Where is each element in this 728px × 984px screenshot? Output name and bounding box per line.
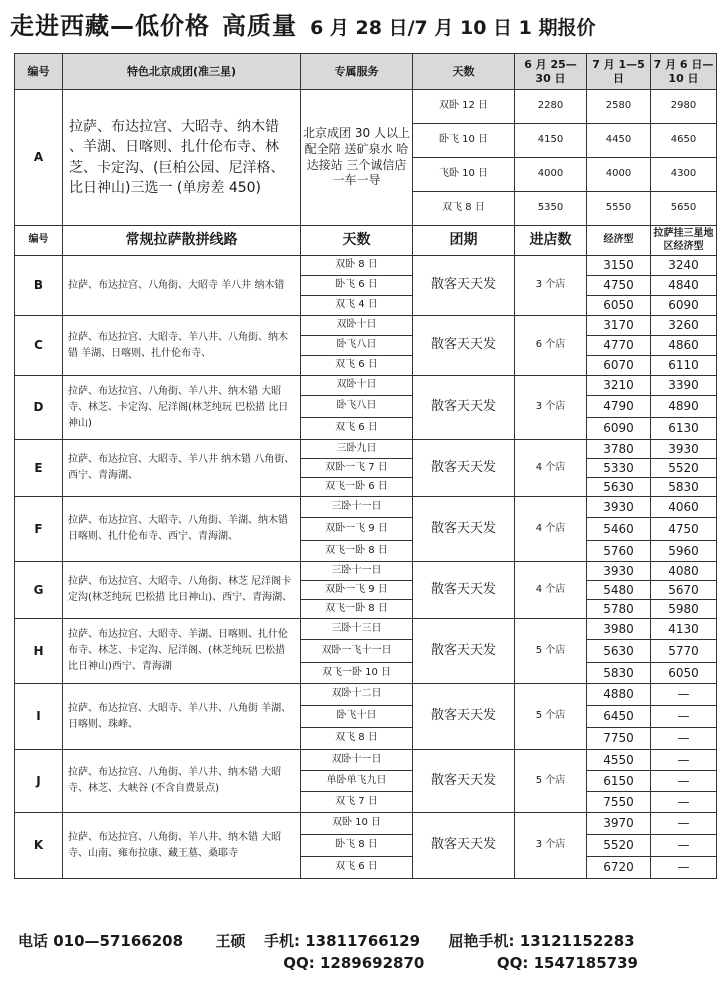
price-economy-3star: 6050 [651,663,717,684]
route-description: 拉萨、布达拉宫、大昭寺、羊湖、日喀则、扎什伦布寺、林芝、卡定沟、尼洋阁、(林芝纯玩 巴松措 比日神山)西宁、青海湖 [63,619,301,684]
header2-id: 编号 [15,226,63,256]
days-cell: 双卧一飞 9 日 [301,518,413,541]
price-economy-3star: — [651,728,717,750]
price-cell: 4000 [587,158,651,192]
table-row [15,619,717,640]
days-cell: 双飞一卧 10 日 [301,663,413,684]
days-cell: 双卧一飞十一日 [301,640,413,663]
price-economy-3star: 5770 [651,640,717,663]
route-description: 拉萨、布达拉宫、大昭寺、八角街、羊湖、纳木错 日喀则、扎什伦布寺、西宁、青海湖、 [63,497,301,562]
header2-group: 团期 [413,226,515,256]
table-row [15,256,717,276]
qq-label-1: QQ: [283,954,315,972]
price-economy-3star: 6110 [651,356,717,376]
days-cell: 卧飞 8 日 [301,835,413,857]
route-id: H [15,619,63,684]
mobile-label: 手机: [264,932,301,950]
contact-name-1: 王硕 [215,932,246,950]
price-cell: 4000 [515,158,587,192]
days-cell: 单卧单飞九日 [301,771,413,792]
price-cell: 2580 [587,90,651,124]
route-id: K [15,813,63,879]
store-count: 5 个店 [515,619,587,684]
price-economy: 4550 [587,750,651,771]
price-economy: 5520 [587,835,651,857]
route-id: G [15,562,63,619]
price-economy: 6050 [587,296,651,316]
days-cell: 双飞 6 日 [301,418,413,440]
days-cell: 双卧十二日 [301,684,413,706]
price-economy: 6450 [587,706,651,728]
price-economy: 3930 [587,562,651,581]
days-cell: 双卧十一日 [301,750,413,771]
store-count: 4 个店 [515,440,587,497]
mobile-number-2: 13121152283 [519,932,635,950]
price-economy: 6070 [587,356,651,376]
route-description: 拉萨、布达拉宫、大昭寺、羊八井、八角街 羊湖、日喀则、珠峰、 [63,684,301,750]
group-schedule: 散客天天发 [413,376,515,440]
group-schedule: 散客天天发 [413,440,515,497]
price-economy-3star: — [651,813,717,835]
group-schedule: 散客天天发 [413,497,515,562]
store-count: 4 个店 [515,497,587,562]
table-row [15,684,717,706]
price-economy: 5330 [587,459,651,478]
price-cell: 2980 [651,90,717,124]
route-description: 拉萨、布达拉宫、大昭寺、羊八井 纳木错 八角街、西宁、青海湖、 [63,440,301,497]
group-schedule: 散客天天发 [413,813,515,879]
days-cell: 双飞 8 日 [413,192,515,226]
price-economy-3star: 3390 [651,376,717,396]
days-cell: 双飞 6 日 [301,356,413,376]
price-economy-3star: 5830 [651,478,717,497]
group-schedule: 散客天天发 [413,562,515,619]
header2-days: 天数 [301,226,413,256]
table-row [15,376,717,396]
price-economy-3star: 4750 [651,518,717,541]
price-economy: 7750 [587,728,651,750]
route-description: 拉萨、布达拉宫、大昭寺、八角街、林芝 尼洋阁卡定沟(林芝纯玩 巴松措 比日神山)、西宁、青海湖、 [63,562,301,619]
days-cell: 双飞一卧 6 日 [301,478,413,497]
price-economy: 7550 [587,792,651,813]
price-economy: 5480 [587,581,651,600]
contact-name-2: 屈艳手机: [448,932,515,950]
days-cell: 卧飞八日 [301,336,413,356]
route-description: 拉萨、布达拉宫、大昭寺、羊八井、八角街、纳木错 羊湖、日喀则、扎什伦布寺、 [63,316,301,376]
group-schedule: 散客天天发 [413,619,515,684]
price-economy-3star: 4060 [651,497,717,518]
route-id: I [15,684,63,750]
price-economy-3star: 3260 [651,316,717,336]
price-economy-3star: 5520 [651,459,717,478]
price-cell: 4650 [651,124,717,158]
store-count: 5 个店 [515,750,587,813]
route-description: 拉萨、布达拉宫、八角街、大昭寺 羊八井 纳木错 [63,256,301,316]
price-economy: 3150 [587,256,651,276]
price-economy: 3170 [587,316,651,336]
header-route: 特色北京成团(准三星) [63,54,301,90]
price-economy-3star: 5960 [651,541,717,562]
price-economy: 3980 [587,619,651,640]
days-cell: 双飞一卧 8 日 [301,600,413,619]
title-sub: 高质量 [222,12,297,40]
days-cell: 双卧 10 日 [301,813,413,835]
route-description: 拉萨、布达拉宫、大昭寺、纳木错 、羊湖、日喀则、扎什伦布寺、林芝、卡定沟、(巨柏公园、尼洋格、比日神山)三选一 (单房差 450) [63,90,301,226]
price-economy-3star: 5670 [651,581,717,600]
price-economy-3star: — [651,706,717,728]
price-economy-3star: 4080 [651,562,717,581]
price-economy-3star: — [651,771,717,792]
route-description: 拉萨、布达拉宫、八角街、羊八井、纳木错 大昭寺、山南、雍布拉康、藏王墓、桑耶寺 [63,813,301,879]
header-period-1: 6 月 25—30 日 [515,54,587,90]
header-row-featured [15,54,717,90]
price-economy: 5630 [587,640,651,663]
header2-stores: 进店数 [515,226,587,256]
days-cell: 卧飞 10 日 [413,124,515,158]
table-row [15,562,717,581]
group-schedule: 散客天天发 [413,316,515,376]
title-main: 走进西藏—低价格 [10,12,210,40]
price-economy: 5780 [587,600,651,619]
phone-number: 010—57166208 [53,932,184,950]
group-schedule: 散客天天发 [413,750,515,813]
price-cell: 4150 [515,124,587,158]
table-row [15,440,717,459]
header-row-regular [15,226,717,256]
table-row [15,316,717,336]
header-days: 天数 [413,54,515,90]
price-cell: 4300 [651,158,717,192]
price-economy-3star: — [651,857,717,879]
table-row [15,750,717,771]
price-economy-3star: — [651,750,717,771]
price-economy: 5760 [587,541,651,562]
days-cell: 双卧十日 [301,376,413,396]
contact-footer [18,930,718,980]
price-economy-3star: — [651,835,717,857]
price-table [14,53,717,879]
price-economy-3star: 4890 [651,396,717,418]
price-cell: 5650 [651,192,717,226]
price-cell: 4450 [587,124,651,158]
price-economy: 3930 [587,497,651,518]
days-cell: 双飞 8 日 [301,728,413,750]
mobile-number-1: 13811766129 [305,932,421,950]
days-cell: 三卧十三日 [301,619,413,640]
page-title [10,6,722,46]
price-economy-3star: 5980 [651,600,717,619]
days-cell: 双卧 12 日 [413,90,515,124]
days-cell: 双卧十日 [301,316,413,336]
days-cell: 飞卧 10 日 [413,158,515,192]
price-economy: 3780 [587,440,651,459]
price-economy: 3210 [587,376,651,396]
store-count: 5 个店 [515,684,587,750]
days-cell: 双飞一卧 8 日 [301,541,413,562]
service-description: 北京成团 30 人以上配全陪 送矿泉水 哈达接站 三个诚信店 一车一导 [301,90,413,226]
days-cell: 三卧十一日 [301,497,413,518]
price-economy: 4880 [587,684,651,706]
qq-number-1: 1289692870 [319,954,425,972]
qq-label-2: QQ: [496,954,529,972]
price-economy-3star: 3930 [651,440,717,459]
days-cell: 双飞 4 日 [301,296,413,316]
price-economy-3star: — [651,792,717,813]
days-cell: 卧飞 6 日 [301,276,413,296]
header-id: 编号 [15,54,63,90]
price-economy-3star: 6130 [651,418,717,440]
days-cell: 双卧一飞 7 日 [301,459,413,478]
store-count: 4 个店 [515,562,587,619]
group-schedule: 散客天天发 [413,684,515,750]
price-cell: 5550 [587,192,651,226]
days-cell: 双飞 7 日 [301,792,413,813]
days-cell: 卧飞十日 [301,706,413,728]
days-cell: 双飞 6 日 [301,857,413,879]
qq-number-2: 1547185739 [533,954,638,972]
price-cell: 5350 [515,192,587,226]
route-id: E [15,440,63,497]
price-economy: 4770 [587,336,651,356]
header-service: 专属服务 [301,54,413,90]
days-cell: 双卧一飞 9 日 [301,581,413,600]
route-description: 拉萨、布达拉宫、八角街、羊八井、纳木错 大昭寺、林芝、大峡谷 (不含自费景点) [63,750,301,813]
route-id: B [15,256,63,316]
store-count: 3 个店 [515,256,587,316]
header-period-3: 7 月 6 日—10 日 [651,54,717,90]
table-row [15,497,717,518]
price-economy: 6090 [587,418,651,440]
store-count: 3 个店 [515,376,587,440]
title-period: 6 月 28 日/7 月 10 日 1 期报价 [310,17,596,39]
route-id: C [15,316,63,376]
store-count: 3 个店 [515,813,587,879]
phone-label: 电话 [18,932,49,950]
header-period-2: 7 月 1—5 日 [587,54,651,90]
route-id: A [15,90,63,226]
price-economy: 4750 [587,276,651,296]
route-id: J [15,750,63,813]
price-economy: 6720 [587,857,651,879]
price-economy: 5460 [587,518,651,541]
price-cell: 2280 [515,90,587,124]
price-economy: 5630 [587,478,651,497]
price-economy-3star: 4860 [651,336,717,356]
days-cell: 三卧十一日 [301,562,413,581]
group-schedule: 散客天天发 [413,256,515,316]
price-economy-3star: 4840 [651,276,717,296]
price-economy-3star: 4130 [651,619,717,640]
days-cell: 三卧九日 [301,440,413,459]
table-row [15,90,717,124]
price-economy-3star: 6090 [651,296,717,316]
route-id: F [15,497,63,562]
store-count: 6 个店 [515,316,587,376]
price-economy-3star: 3240 [651,256,717,276]
header2-economy: 经济型 [587,226,651,256]
price-economy-3star: — [651,684,717,706]
table-row [15,813,717,835]
header2-economy-3star: 拉萨挂三星地区经济型 [651,226,717,256]
days-cell: 卧飞八日 [301,396,413,418]
price-economy: 6150 [587,771,651,792]
price-economy: 5830 [587,663,651,684]
price-economy: 4790 [587,396,651,418]
route-id: D [15,376,63,440]
price-economy: 3970 [587,813,651,835]
route-description: 拉萨、布达拉宫、八角街、羊八井、纳木错 大昭寺、林芝、卡定沟、尼洋阁(林芝纯玩 巴松措 比日神山) [63,376,301,440]
header2-route: 常规拉萨散拼线路 [63,226,301,256]
days-cell: 双卧 8 日 [301,256,413,276]
